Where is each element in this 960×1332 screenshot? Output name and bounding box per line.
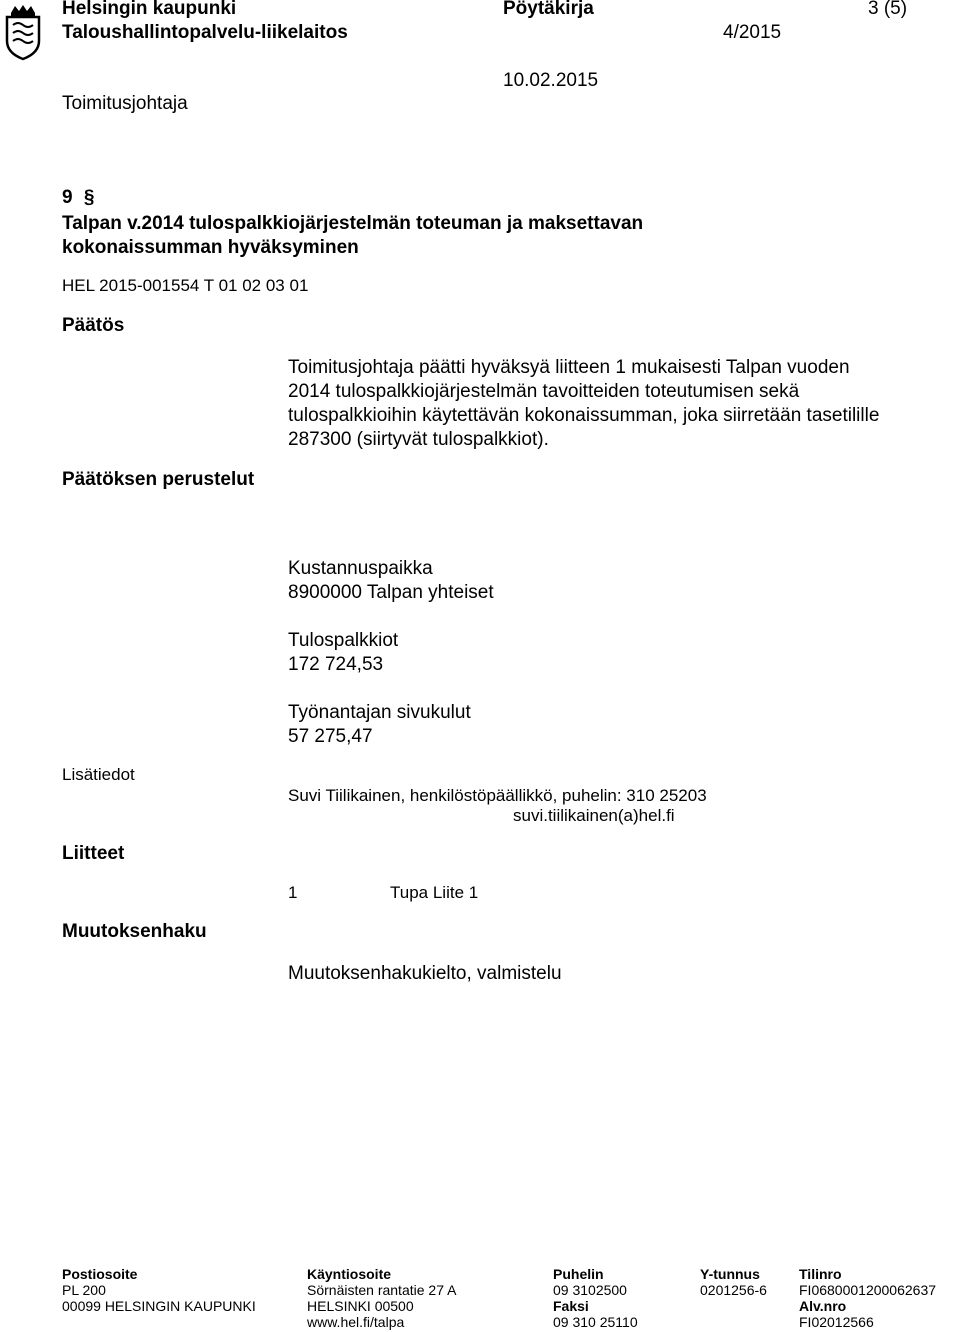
more-info-label: Lisätiedot: [62, 765, 135, 784]
decision-line: Toimitusjohtaja päätti hyväksyä liitteen 1 mukaisesti Talpan vuoden: [288, 357, 850, 378]
org-name: Helsingin kaupunki: [62, 0, 237, 19]
cost-center-value: 8900000 Talpan yhteiset: [288, 582, 494, 603]
footer-vat-value: FI02012566: [799, 1314, 874, 1330]
contact-email: suvi.tiilikainen(a)hel.fi: [513, 806, 675, 825]
bonuses-value: 172 724,53: [288, 654, 384, 675]
footer-phone: [553, 1266, 638, 1330]
item-number: [62, 186, 94, 210]
footer-phone-value: 09 3102500: [553, 1282, 627, 1298]
footer-visit-line2: HELSINKI 00500: [307, 1298, 414, 1314]
appeal-label: Muutoksenhaku: [62, 921, 207, 942]
protocol-number: 4/2015: [723, 22, 782, 43]
footer-account: [799, 1266, 936, 1330]
footer-postal-line2: 00099 HELSINGIN KAUPUNKI: [62, 1298, 256, 1314]
footer-ytunnus: [700, 1266, 767, 1298]
footer-fax-head: Faksi: [553, 1298, 589, 1314]
item-title-line2: kokonaissumman hyväksyminen: [62, 237, 359, 258]
section-sign: §: [83, 187, 95, 208]
decision-line: 2014 tulospalkkiojärjestelmän tavoitteiden toteutumisen sekä: [288, 381, 800, 402]
footer-account-value: FI0680001200062637: [799, 1282, 937, 1298]
footer-visit-line1: Sörnäisten rantatie 27 A: [307, 1282, 457, 1298]
decision-label: Päätös: [62, 315, 125, 336]
page-number: 3 (5): [868, 0, 908, 19]
employer-costs-value: 57 275,47: [288, 726, 373, 747]
contact-line: Suvi Tiilikainen, henkilöstöpäällikkö, puhelin: 310 25203: [288, 786, 707, 805]
decision-text: [288, 356, 879, 452]
grounds-label: Päätöksen perustelut: [62, 469, 255, 490]
attachment-link[interactable]: Tupa Liite 1: [390, 883, 479, 902]
footer-phone-head: Puhelin: [553, 1266, 604, 1282]
unit-name: Taloushallintopalvelu-liikelaitos: [62, 22, 348, 43]
decision-line: tulospalkkioihin käytettävän kokonaissumman, joka siirretään tasetilille: [288, 405, 880, 426]
bonuses-label: Tulospalkkiot: [288, 630, 399, 651]
footer-vat-head: Alv.nro: [799, 1298, 847, 1314]
footer-visit: [307, 1266, 456, 1330]
footer-ytunnus-head: Y-tunnus: [700, 1266, 760, 1282]
appeal-text: Muutoksenhakukielto, valmistelu: [288, 963, 562, 984]
footer-ytunnus-value: 0201256-6: [700, 1282, 767, 1298]
attachments-label: Liitteet: [62, 843, 125, 864]
footer-postal-line1: PL 200: [62, 1282, 106, 1298]
helsinki-crest-icon: [3, 3, 43, 61]
footer-fax-value: 09 310 25110: [553, 1314, 638, 1330]
doc-type: Pöytäkirja: [503, 0, 594, 19]
footer-account-head: Tilinro: [799, 1266, 842, 1282]
case-id: HEL 2015-001554 T 01 02 03 01: [62, 276, 309, 295]
employer-costs-label: Työnantajan sivukulut: [288, 702, 471, 723]
footer-postal-head: Postiosoite: [62, 1266, 138, 1282]
decision-line: 287300 (siirtyvät tulospalkkiot).: [288, 429, 549, 450]
cost-center-label: Kustannuspaikka: [288, 558, 433, 579]
footer-postal: [62, 1266, 256, 1314]
decision-body: Toimitusjohtaja: [62, 93, 188, 114]
item-number-value: 9: [62, 187, 73, 208]
item-title-line1: Talpan v.2014 tulospalkkiojärjestelmän toteuman ja maksettavan: [62, 213, 644, 234]
attachment-number: 1: [288, 883, 298, 902]
footer-visit-head: Käyntiosoite: [307, 1266, 392, 1282]
footer-website-link[interactable]: www.hel.fi/talpa: [307, 1314, 405, 1330]
meeting-date: 10.02.2015: [503, 70, 599, 91]
